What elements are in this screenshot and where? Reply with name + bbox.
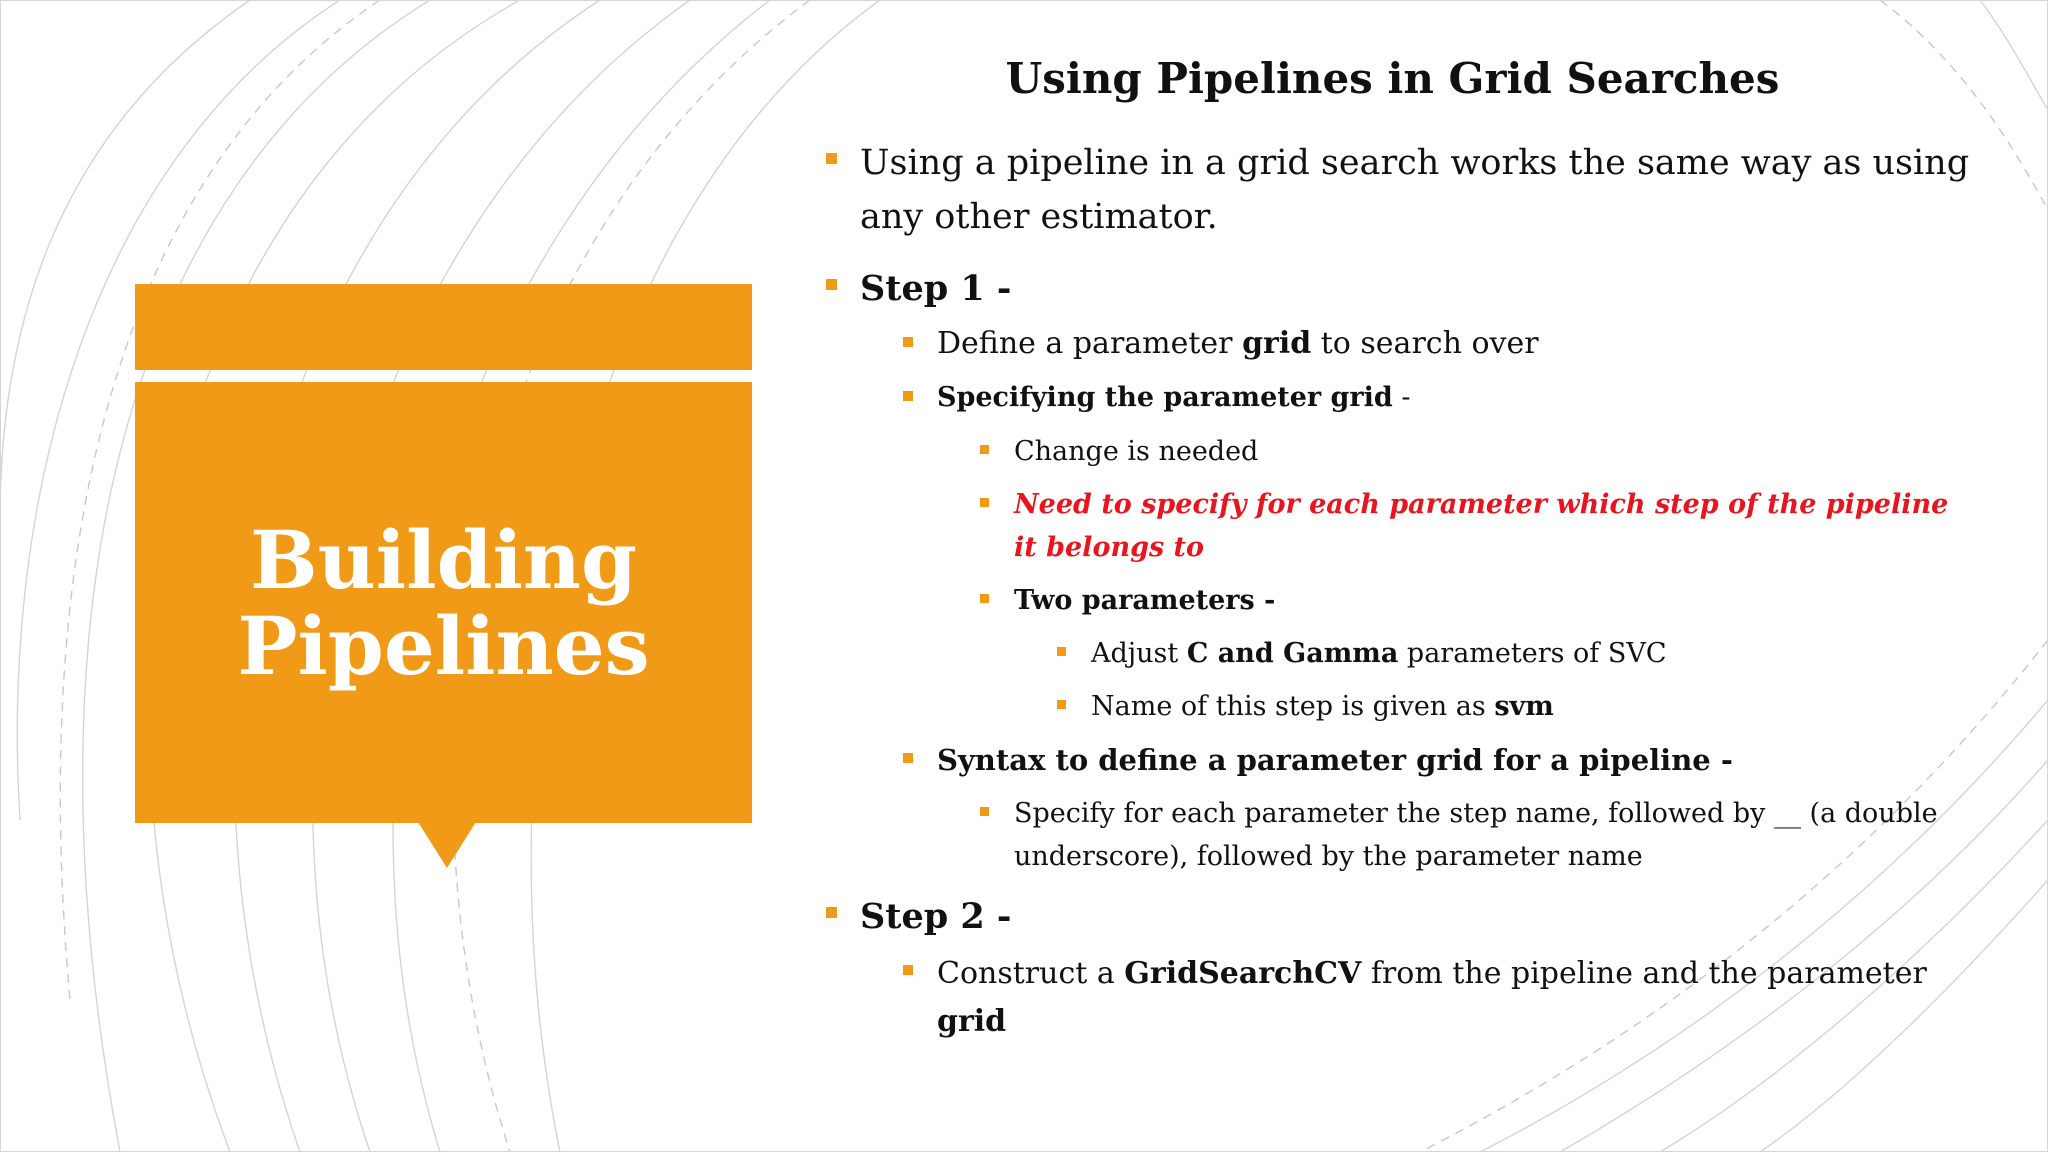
construct-pre: Construct a — [937, 956, 1125, 991]
bullet-specifying-grid — [895, 376, 1978, 420]
bullet-intro — [818, 136, 1978, 244]
panel-title-line2: Pipelines — [237, 598, 650, 693]
bullet-specify-step-name — [972, 792, 1978, 878]
adjust-pre: Adjust — [1091, 638, 1187, 669]
construct-mid: from the pipeline and the parameter — [1361, 956, 1927, 991]
define-pre: Define a parameter — [937, 326, 1243, 361]
construct-bold: GridSearchCV — [1124, 956, 1362, 991]
square-bullet-icon — [826, 907, 837, 918]
slide-title: Using Pipelines in Grid Searches — [1005, 54, 1780, 103]
bullet-define-grid — [895, 322, 1978, 366]
define-post: to search over — [1311, 326, 1539, 361]
step1-label: Step 1 - — [860, 268, 1012, 309]
name-step-pre: Name of this step is given as — [1091, 691, 1495, 722]
bullet-step2 — [818, 890, 1978, 944]
bullet-syntax — [895, 738, 1978, 782]
adjust-bold: C and Gamma — [1186, 638, 1399, 669]
bullet-need-specify — [972, 483, 1978, 569]
adjust-post: parameters of SVC — [1398, 638, 1667, 669]
panel-title-line1: Building — [250, 512, 637, 607]
accent-bar — [135, 284, 752, 370]
specifying-bold: Specifying the parameter grid — [937, 382, 1393, 413]
square-bullet-icon — [980, 807, 989, 816]
bullet-change-needed — [972, 430, 1978, 473]
square-bullet-icon — [826, 153, 837, 164]
title-panel — [135, 382, 752, 823]
bullet-name-step — [1049, 685, 1978, 728]
panel-pointer — [418, 822, 476, 868]
specifying-post: - — [1392, 382, 1411, 413]
name-step-bold: svm — [1494, 691, 1554, 722]
define-bold: grid — [1242, 326, 1312, 361]
bullet-step1 — [818, 262, 1978, 316]
bullet-construct — [895, 950, 1978, 1046]
square-bullet-icon — [980, 594, 989, 603]
bullet-adjust — [1049, 632, 1978, 675]
square-bullet-icon — [1057, 647, 1066, 656]
construct-bold2: grid — [937, 1004, 1007, 1039]
square-bullet-icon — [903, 965, 913, 975]
square-bullet-icon — [1057, 700, 1066, 709]
syntax-text: Syntax to define a parameter grid for a pipeline - — [937, 743, 1733, 777]
square-bullet-icon — [980, 498, 989, 507]
step2-label: Step 2 - — [860, 896, 1012, 937]
need-text: Need to specify for each parameter which step of the pipeline it belongs to — [1014, 489, 1949, 563]
bullet-two-parameters — [972, 579, 1978, 622]
square-bullet-icon — [980, 445, 989, 454]
square-bullet-icon — [903, 337, 913, 347]
square-bullet-icon — [826, 279, 837, 290]
panel-title — [164, 512, 724, 693]
intro-text: Using a pipeline in a grid search works the same way as using any other estimator. — [860, 143, 1970, 237]
specify-text: Specify for each parameter the step name, followed by __ (a double underscore), followed by the parameter name — [1014, 798, 1938, 872]
change-text: Change is needed — [1014, 436, 1259, 467]
bullet-list — [818, 136, 1978, 1046]
square-bullet-icon — [903, 391, 913, 401]
two-params-text: Two parameters - — [1014, 585, 1276, 616]
square-bullet-icon — [903, 753, 913, 763]
